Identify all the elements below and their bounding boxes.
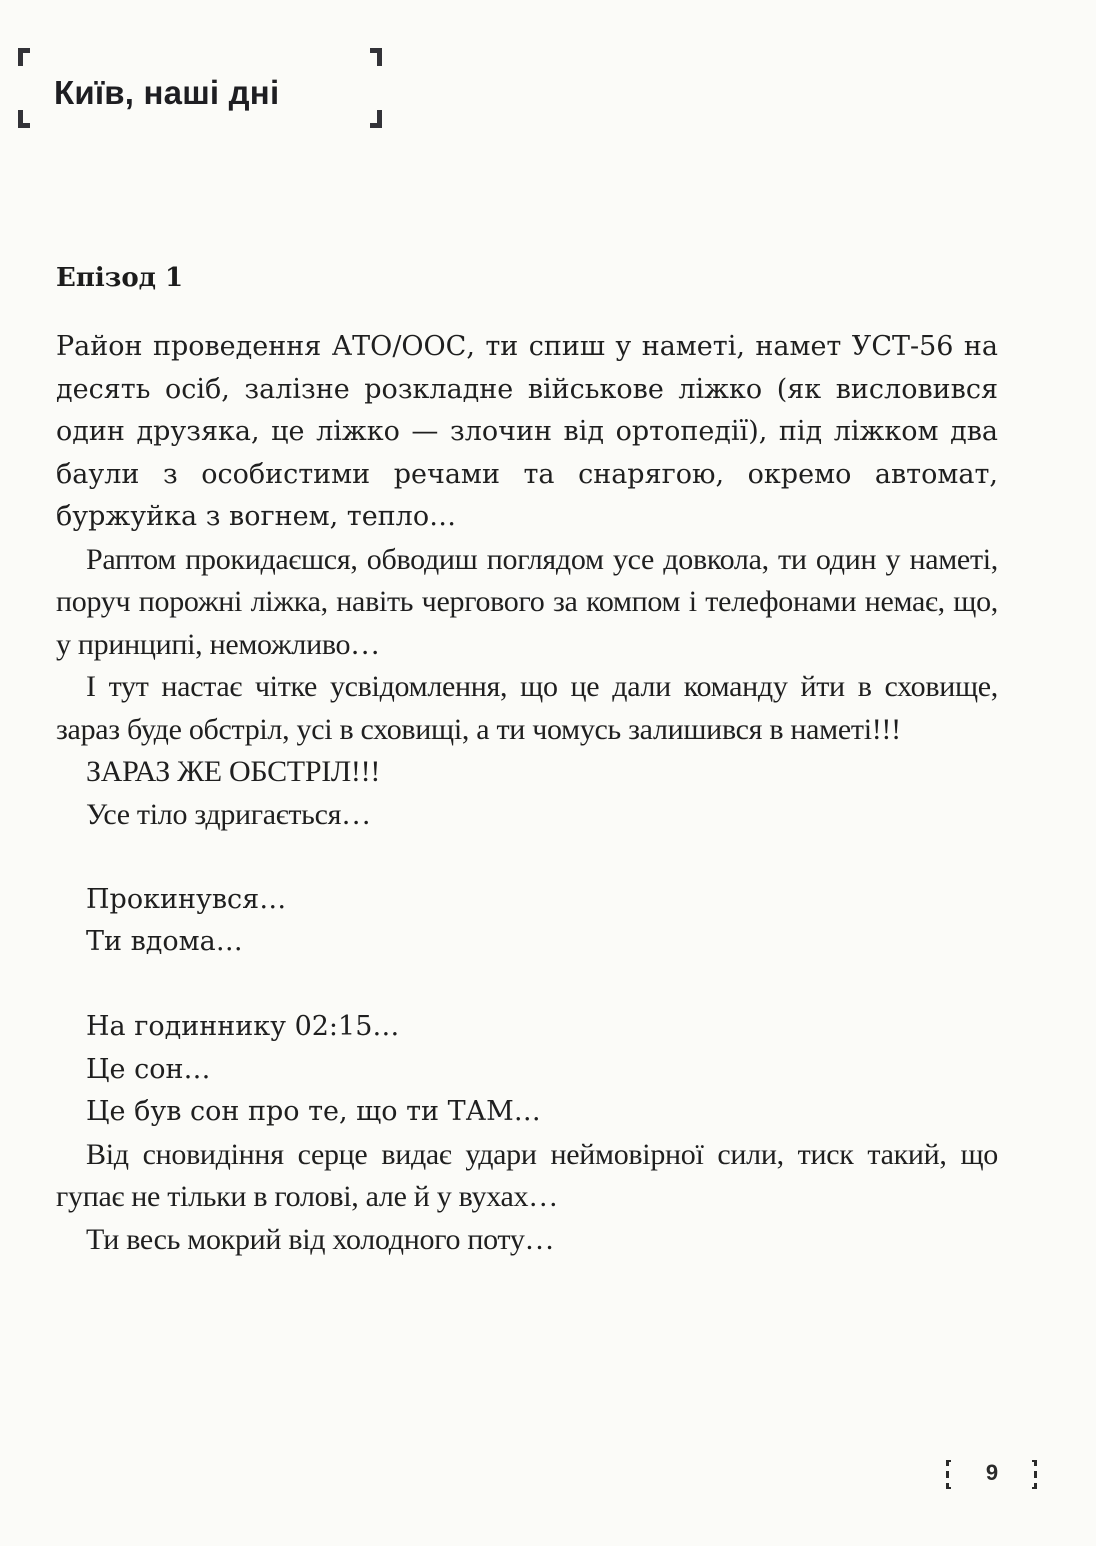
bracket-corner-top-left-icon	[18, 48, 30, 66]
page-bracket-right-icon	[1034, 1458, 1038, 1490]
paragraph: Район проведення АТО/ООС, ти спиш у наметі, намет УСТ-56 на десять осіб, залізне розкладне військове ліжко (як висловився один друзяка, це ліжко — злочин від ортопедії), під ліжком два баули з особистими речами та снарягою, окремо автомат, буржуйка з вогнем, тепло…	[56, 331, 998, 532]
paragraph: Ти вдома…	[86, 926, 243, 957]
page-number-footer	[946, 1458, 1038, 1490]
episode-heading: Епізод 1	[56, 263, 184, 293]
paragraph: Прокинувся…	[86, 883, 287, 915]
page-number: 9	[985, 1460, 999, 1485]
paragraph: Усе тіло здригається…	[86, 797, 371, 831]
paragraph: Від сновидіння серце видає удари неймовірної сили, тиск такий, що гупає не тільки в голові, але й у вухах…	[56, 1137, 998, 1213]
paragraph: ЗАРАЗ ЖЕ ОБСТРІЛ!!!	[86, 755, 381, 788]
paragraph: І тут настає чітке усвідомлення, що це дали команду йти в сховище, зараз буде обстріл, усі в сховищі, а ти чомусь залишився в наметі!!!	[56, 670, 998, 746]
bracket-corner-top-right-icon	[370, 48, 382, 66]
bracket-corner-bottom-right-icon	[370, 110, 382, 128]
bracket-corner-bottom-left-icon	[18, 110, 30, 128]
paragraph: На годиннику 02:15…	[86, 1011, 400, 1042]
paragraph: Ти весь мокрий від холодного поту…	[86, 1222, 555, 1256]
body-text	[56, 326, 998, 1261]
paragraph: Це сон…	[86, 1053, 211, 1085]
chapter-title: Київ, наші дні	[54, 74, 280, 111]
chapter-header	[14, 42, 386, 134]
paragraph: Це був сон про те, що ти ТАМ…	[86, 1096, 541, 1127]
paragraph-spacer	[56, 836, 998, 879]
paragraph: Раптом прокидаєшся, обводиш поглядом усе довкола, ти один у наметі, поруч порожні ліжка, навіть чергового за компом і телефонами немає, що, у принципі, неможливо…	[56, 542, 998, 661]
paragraph-spacer	[56, 964, 998, 1007]
